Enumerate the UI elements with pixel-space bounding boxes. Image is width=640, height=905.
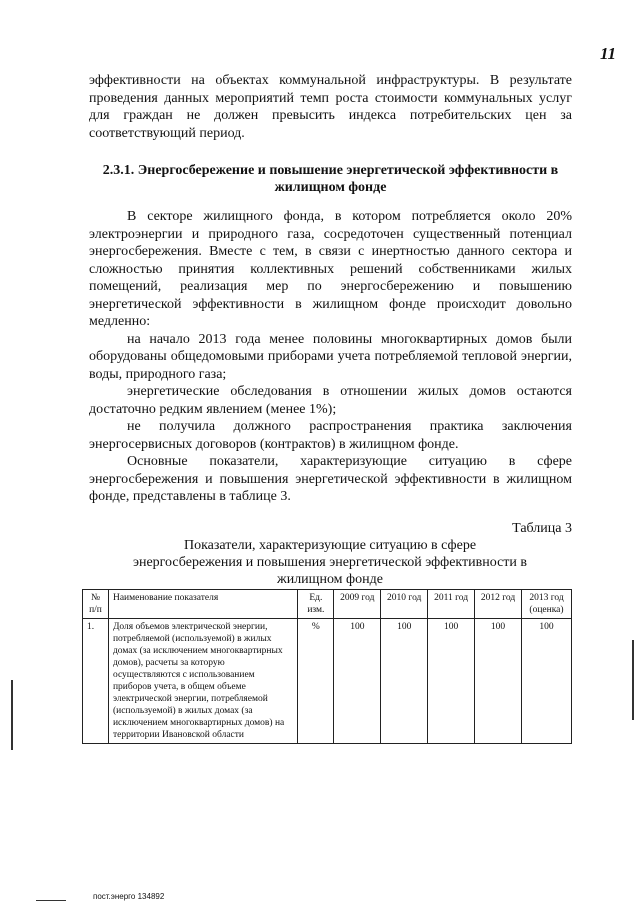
- header-2013: 2013 год (оценка): [521, 590, 571, 619]
- cell-2010: 100: [381, 619, 428, 744]
- paragraph: не получила должного распространения практика заключения энергосервисных договоров (контрактов) в жилищном фонде.: [89, 419, 572, 452]
- cell-2009: 100: [334, 619, 381, 744]
- cell-2011: 100: [428, 619, 475, 744]
- table-header-row: [83, 590, 572, 619]
- table-caption: Показатели, характеризующие ситуацию в сфере энергосбережения и повышения энергетической эффективности в жилищном фонде: [132, 538, 528, 587]
- paragraph: В секторе жилищного фонда, в котором потребляется около 20% электроэнергии и природного газа, сосредоточен существенный потенциал энергосбережения. Вместе с тем, в связи с инертностью данного сектора и сложностью принятия коллективных решений собственниками жилых помещений, реализация мер по энергосбережению и повышению энергетической эффективности в жилищном фонде происходит довольно медленно:: [89, 209, 572, 329]
- header-unit: Ед. изм.: [298, 590, 334, 619]
- section-body: [89, 208, 572, 506]
- paragraph: на начало 2013 года менее половины многоквартирных домов были оборудованы общедомовыми приборами учета потребляемой тепловой энергии, воды, природного газа;: [89, 331, 572, 382]
- paragraph-intro: эффективности на объектах коммунальной инфраструктуры. В результате проведения данных мероприятий темп роста стоимости коммунальных услуг для граждан не должен превысить индекса потребительских цен за соответствующий период.: [89, 73, 572, 141]
- header-2010: 2010 год: [381, 590, 428, 619]
- header-2011: 2011 год: [428, 590, 475, 619]
- table-row: [83, 619, 572, 744]
- header-2012: 2012 год: [475, 590, 522, 619]
- footer-filename: пост.энерго 134892: [93, 892, 165, 901]
- paragraph: энергетические обследования в отношении жилых домов остаются достаточно редким явлением (менее 1%);: [89, 384, 572, 417]
- scan-artifact: [36, 900, 66, 901]
- header-2009: 2009 год: [334, 590, 381, 619]
- scan-artifact: [632, 640, 634, 720]
- scan-artifact: [11, 680, 13, 750]
- header-num: № п/п: [83, 590, 109, 619]
- paragraph: Основные показатели, характеризующие ситуацию в сфере энергосбережения и повышения энергетической эффективности в жилищном фонде, представлены в таблице 3.: [89, 454, 572, 504]
- cell-2013: 100: [521, 619, 571, 744]
- cell-num: 1.: [83, 619, 109, 744]
- cell-unit: %: [298, 619, 334, 744]
- cell-2012: 100: [475, 619, 522, 744]
- table-label: Таблица 3: [512, 521, 572, 536]
- indicators-table: [82, 589, 572, 744]
- section-heading: 2.3.1. Энергосбережение и повышение энергетической эффективности в жилищном фонде: [102, 163, 559, 195]
- header-name: Наименование показателя: [108, 590, 297, 619]
- page-number: 11: [600, 44, 617, 63]
- cell-name: Доля объемов электрической энергии, потребляемой (используемой) в жилых домах (за исключением многоквартирных домов), расчеты за которую осуществляются с использованием приборов учета, в общем объеме электрической энергии, потребляемой (используемой) в жилых домах (за исключением многоквартирных домов) на территории Ивановской области: [108, 619, 297, 744]
